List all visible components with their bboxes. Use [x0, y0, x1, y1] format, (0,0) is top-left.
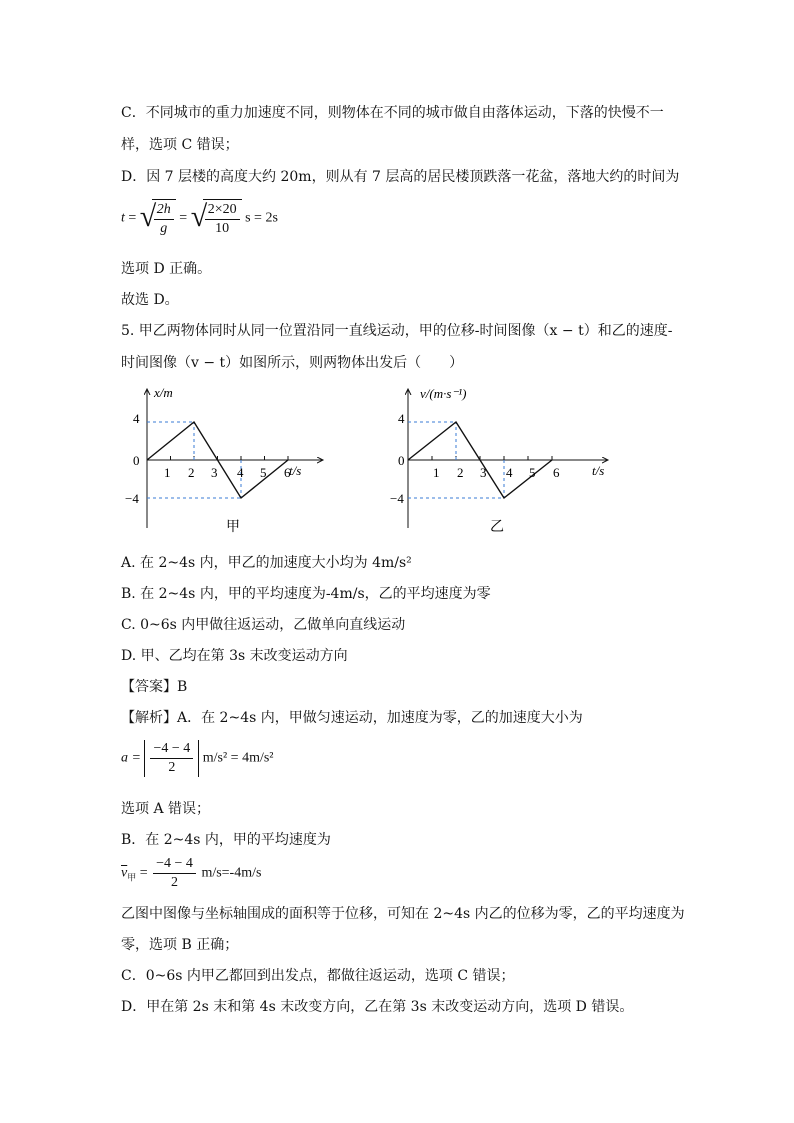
sqrt-2: √ $\frac{2\times 20}{10}$: [191, 199, 242, 238]
xtick-4: 4: [237, 465, 244, 480]
acc-rhs: m/s² = 4m/s²: [202, 750, 274, 766]
xtick-2: 2: [188, 465, 195, 480]
chart-yi-ylabel: v/(m·s⁻¹): [420, 386, 467, 401]
chart-jia-caption: 甲: [226, 520, 240, 535]
chart-yi-ytick-4: 4: [398, 411, 405, 426]
xtick-1: 1: [433, 465, 440, 480]
analysis-b-text: B．在 2~4s 内，甲的平均速度为: [121, 832, 331, 848]
acc-num: −4 − 4: [150, 740, 193, 759]
analysis-label: 【解析】: [121, 710, 177, 726]
frac2-den: 10: [215, 221, 230, 236]
chart-jia-ytick-4: 4: [133, 411, 140, 426]
analysis-b-line2: 零，选项 B 正确；: [121, 937, 239, 953]
question-5-line1: 5. 甲乙两物体同时从同一位置沿同一直线运动，甲的位移-时间图像（x − t）和乙的速度-: [121, 323, 673, 339]
option-d: D. 甲、乙均在第 3s 末改变运动方向: [121, 648, 348, 664]
chart-yi-xticks: [433, 465, 560, 480]
chart-yi-ytick-0: 0: [398, 453, 405, 468]
vbar-rhs: m/s=-4m/s: [201, 865, 262, 881]
chart-jia-ytick-neg4: −4: [125, 491, 139, 506]
answer-value: B: [177, 679, 188, 695]
vbar-lhs: $\overline{v}$: [121, 865, 128, 881]
option-c: C. 0~6s 内甲做往返运动，乙做单向直线运动: [121, 617, 406, 633]
prev-final-answer: 故选 D。: [121, 292, 179, 308]
chart-jia-ylabel: x/m: [154, 385, 173, 400]
prev-option-d-line1: D．因 7 层楼的高度大约 20m，则从有 7 层高的居民楼顶跌落一花盆，落地大约的时间为: [121, 169, 680, 185]
xtick-3: 3: [211, 465, 218, 480]
acceleration-formula: [121, 740, 274, 777]
xtick-4: 4: [506, 465, 513, 480]
vbar-den: 2: [171, 875, 179, 890]
analysis-a-text: A．在 2~4s 内，甲做匀速运动，加速度为零，乙的加速度大小为: [177, 710, 583, 726]
analysis-a-conclusion: 选项 A 错误；: [121, 801, 211, 817]
acc-den: 2: [168, 760, 176, 775]
chart-yi-ytick-neg4: −4: [390, 491, 404, 506]
xtick-6: 6: [284, 465, 291, 480]
question-5-line2: 时间图像（v − t）如图所示，则两物体出发后（ ）: [121, 355, 464, 371]
xtick-1: 1: [164, 465, 171, 480]
prev-option-c-line1: C．不同城市的重力加速度不同，则物体在不同的城市做自由落体运动，下落的快慢不一: [121, 105, 664, 121]
chart-jia-xlabel: t/s: [289, 463, 302, 478]
analysis-d-line: D．甲在第 2s 末和第 4s 末改变方向，乙在第 3s 末改变运动方向，选项 D 错误。: [121, 999, 634, 1015]
prev-option-c-line2: 样，选项 C 错误；: [121, 137, 239, 153]
acc-abs: [144, 740, 199, 777]
answer-label: 【答案】: [121, 679, 177, 695]
formula-lhs: t: [121, 210, 125, 226]
sqrt-1: √ $\frac{2h}{g}$: [140, 199, 176, 238]
analysis-a-line: [121, 708, 583, 728]
formula-result: s = 2s: [245, 210, 278, 226]
acc-lhs: a =: [121, 750, 141, 766]
chart-jia-ytick-0: 0: [133, 453, 140, 468]
prev-option-d-conclusion: 选项 D 正确。: [121, 261, 212, 277]
avg-velocity-formula: $\overline{v}_甲$ = $\frac{-4 - 4}{2}$ m/s=-4m/s: [121, 856, 262, 890]
chart-jia: [125, 383, 325, 543]
chart-yi-xlabel: t/s: [592, 463, 605, 478]
vbar-sub: 甲: [127, 872, 137, 883]
chart-yi-caption: 乙: [490, 520, 504, 535]
xtick-3: 3: [480, 465, 487, 480]
chart-yi: [386, 383, 616, 543]
xtick-6: 6: [553, 465, 560, 480]
free-fall-time-formula: t = √ $\frac{2h}{g}$ = √ $\frac{2\times 20}{10}$ s = 2s: [121, 200, 278, 236]
analysis-b-line1: 乙图中图像与坐标轴围成的面积等于位移，可知在 2~4s 内乙的位移为零，乙的平均速度为: [121, 906, 685, 922]
option-a: A. 在 2~4s 内，甲乙的加速度大小均为 4m/s²: [121, 555, 412, 571]
option-b: B. 在 2~4s 内，甲的平均速度为-4m/s，乙的平均速度为零: [121, 586, 491, 602]
frac1-den: g: [160, 221, 168, 236]
frac2-num: 2×20: [205, 201, 240, 220]
frac1-num: 2h: [154, 201, 174, 220]
analysis-c-line: C．0~6s 内甲乙都回到出发点，都做往返运动，选项 C 错误；: [121, 968, 515, 984]
answer-line: [121, 677, 187, 697]
vbar-num: −4 − 4: [153, 855, 196, 874]
xtick-5: 5: [260, 465, 267, 480]
xtick-5: 5: [529, 465, 536, 480]
xtick-2: 2: [457, 465, 464, 480]
